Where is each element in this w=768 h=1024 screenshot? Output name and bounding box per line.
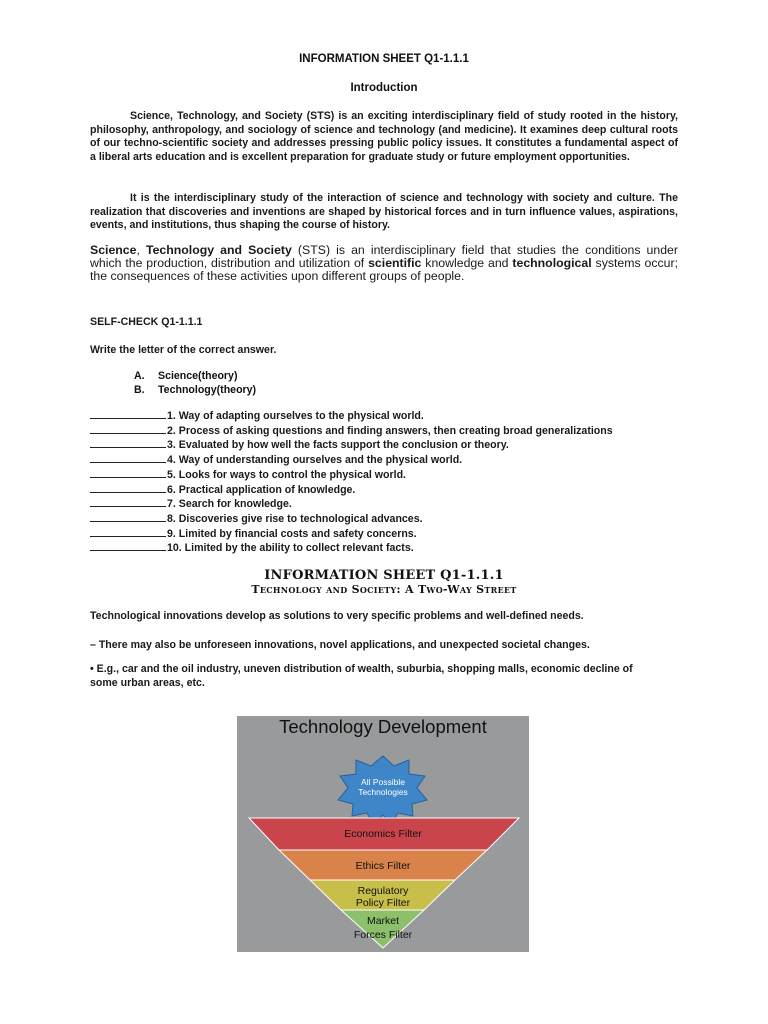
answer-blank[interactable] — [90, 409, 166, 419]
market-filter-label-2: Forces Filter — [353, 929, 413, 941]
star-label-line-2: Technologies — [358, 787, 408, 797]
list-item: 10. Limited by the ability to collect relevant facts. — [90, 541, 613, 556]
term-technological: technological — [512, 256, 592, 271]
regulatory-filter-label-1: Regulatory — [357, 885, 409, 897]
sheet-2-title: INFORMATION SHEET Q1-1.1.1 — [264, 568, 504, 583]
term-science: Science — [90, 243, 137, 257]
self-check-instruction: Write the letter of the correct answer. — [90, 344, 277, 356]
diagram-title: Technology Development — [279, 716, 487, 737]
answer-blank[interactable] — [90, 424, 166, 434]
sheet-2-subtitle: Technology and Society: A Two-Way Street — [251, 583, 517, 596]
answer-blank[interactable] — [90, 541, 166, 551]
self-check-items — [90, 409, 613, 556]
list-item: 3. Evaluated by how well the facts support the conclusion or theory. — [90, 438, 613, 453]
term-technology-society: Technology and Society — [146, 243, 292, 257]
answer-blank[interactable] — [90, 512, 166, 522]
term-scientific: scientific — [368, 256, 422, 271]
regulatory-filter-label-2: Policy Filter — [355, 897, 411, 909]
list-item: 5. Looks for ways to control the physical world. — [90, 468, 613, 483]
answer-blank[interactable] — [90, 497, 166, 507]
list-item: 4. Way of understanding ourselves and the physical world. — [90, 453, 613, 468]
list-item: 7. Search for knowledge. — [90, 497, 613, 512]
answer-blank[interactable] — [90, 483, 166, 493]
option-b: B. Technology(theory) — [134, 384, 257, 396]
list-item: 8. Discoveries give rise to technological advances. — [90, 512, 613, 527]
economics-filter-label: Economics Filter — [344, 828, 422, 840]
technology-development-diagram — [237, 716, 529, 952]
answer-options — [134, 369, 256, 397]
list-item: 9. Limited by financial costs and safety concerns. — [90, 527, 613, 542]
option-a: A. Science(theory) — [134, 370, 238, 382]
sheet-2-line-3: • E.g., car and the oil industry, uneven distribution of wealth, suburbia, shopping malls, economic decline of some urban areas, etc. — [90, 663, 633, 689]
answer-blank[interactable] — [90, 453, 166, 463]
intro-paragraph-1: Science, Technology, and Society (STS) is an exciting interdisciplinary field of study rooted in the history, philosophy, anthropology, and sociology of science and technology (and medicine). It examines deep cultural roots of our techno-scientific society and addresses pressing public policy issues. It constitutes a fundamental aspect of a liberal arts education and is excellent preparation for graduate study or future employment opportunities. — [90, 110, 678, 163]
answer-blank[interactable] — [90, 468, 166, 478]
funnel-diagram — [237, 716, 529, 952]
sheet-2-line-2: – There may also be unforeseen innovations, novel applications, and unexpected societal changes. — [90, 639, 590, 651]
intro-paragraph-2: It is the interdisciplinary study of the interaction of science and technology with society and culture. The realization that discoveries and inventions are shaped by historical forces and in turn influence values, aspirations, events, and institutions, thus shaping the course of history. — [90, 192, 678, 232]
answer-blank[interactable] — [90, 527, 166, 537]
list-item: 2. Process of asking questions and finding answers, then creating broad generalizations — [90, 424, 613, 439]
intro-paragraph-3: Science, Technology and Society (STS) is an interdisciplinary field that studies the conditions under which the production, distribution and utilization of scientific knowledge and technological systems occur; the consequences of these activities upon different groups of people. — [90, 243, 679, 284]
sheet-2-line-1: Technological innovations develop as solutions to very specific problems and well-defined needs. — [90, 610, 584, 622]
answer-blank[interactable] — [90, 438, 166, 448]
self-check-heading: SELF-CHECK Q1-1.1.1 — [90, 316, 203, 328]
star-label-line-1: All Possible — [361, 777, 405, 787]
sheet-title: INFORMATION SHEET Q1-1.1.1 — [299, 53, 469, 65]
ethics-filter-label: Ethics Filter — [355, 860, 411, 872]
list-item: 1. Way of adapting ourselves to the physical world. — [90, 409, 613, 424]
introduction-heading: Introduction — [350, 82, 418, 94]
market-filter-label-1: Market — [366, 915, 400, 927]
list-item: 6. Practical application of knowledge. — [90, 483, 613, 498]
